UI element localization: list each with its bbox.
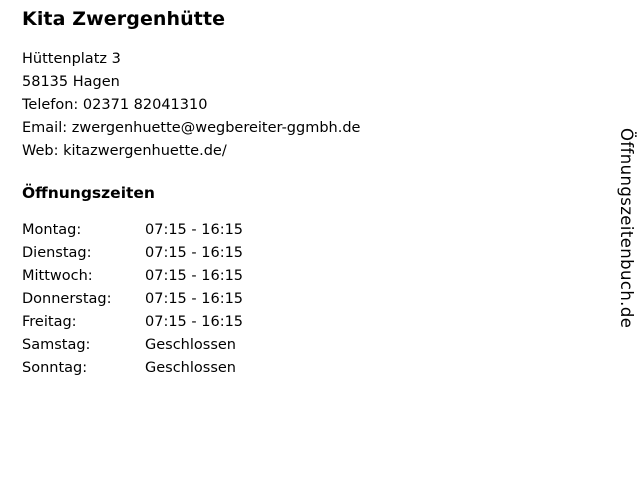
table-row [22,311,243,334]
watermark-label: Öffnungszeitenbuch.de [617,128,636,329]
hours-value: 07:15 - 16:15 [145,314,244,330]
address-line-city: 58135 Hagen [22,74,120,90]
day-label: Samstag: [22,337,91,353]
business-info-block [22,8,582,380]
day-label: Sonntag: [22,360,88,376]
opening-hours-heading: Öffnungszeiten [22,184,155,202]
day-label: Donnerstag: [22,291,112,307]
day-label: Freitag: [22,314,77,330]
table-row [22,242,243,265]
hours-value: Geschlossen [145,360,236,376]
address-line-phone: Telefon: 02371 82041310 [22,97,208,113]
hours-value: 07:15 - 16:15 [145,291,244,307]
hours-value: 07:15 - 16:15 [145,245,244,261]
day-label: Mittwoch: [22,268,93,284]
page-title: Kita Zwergenhütte [22,8,226,30]
table-row [22,288,243,311]
hours-value: Geschlossen [145,337,236,353]
address-line-web: Web: kitazwergenhuette.de/ [22,143,227,159]
table-row [22,334,243,357]
table-row [22,265,243,288]
table-row [22,219,243,242]
opening-hours-table [22,219,243,380]
address-line-email: Email: zwergenhuette@wegbereiter-ggmbh.de [22,120,361,136]
hours-value: 07:15 - 16:15 [145,268,244,284]
hours-value: 07:15 - 16:15 [145,222,244,238]
address-line-street: Hüttenplatz 3 [22,51,121,67]
table-row [22,357,243,380]
day-label: Montag: [22,222,82,238]
day-label: Dienstag: [22,245,92,261]
